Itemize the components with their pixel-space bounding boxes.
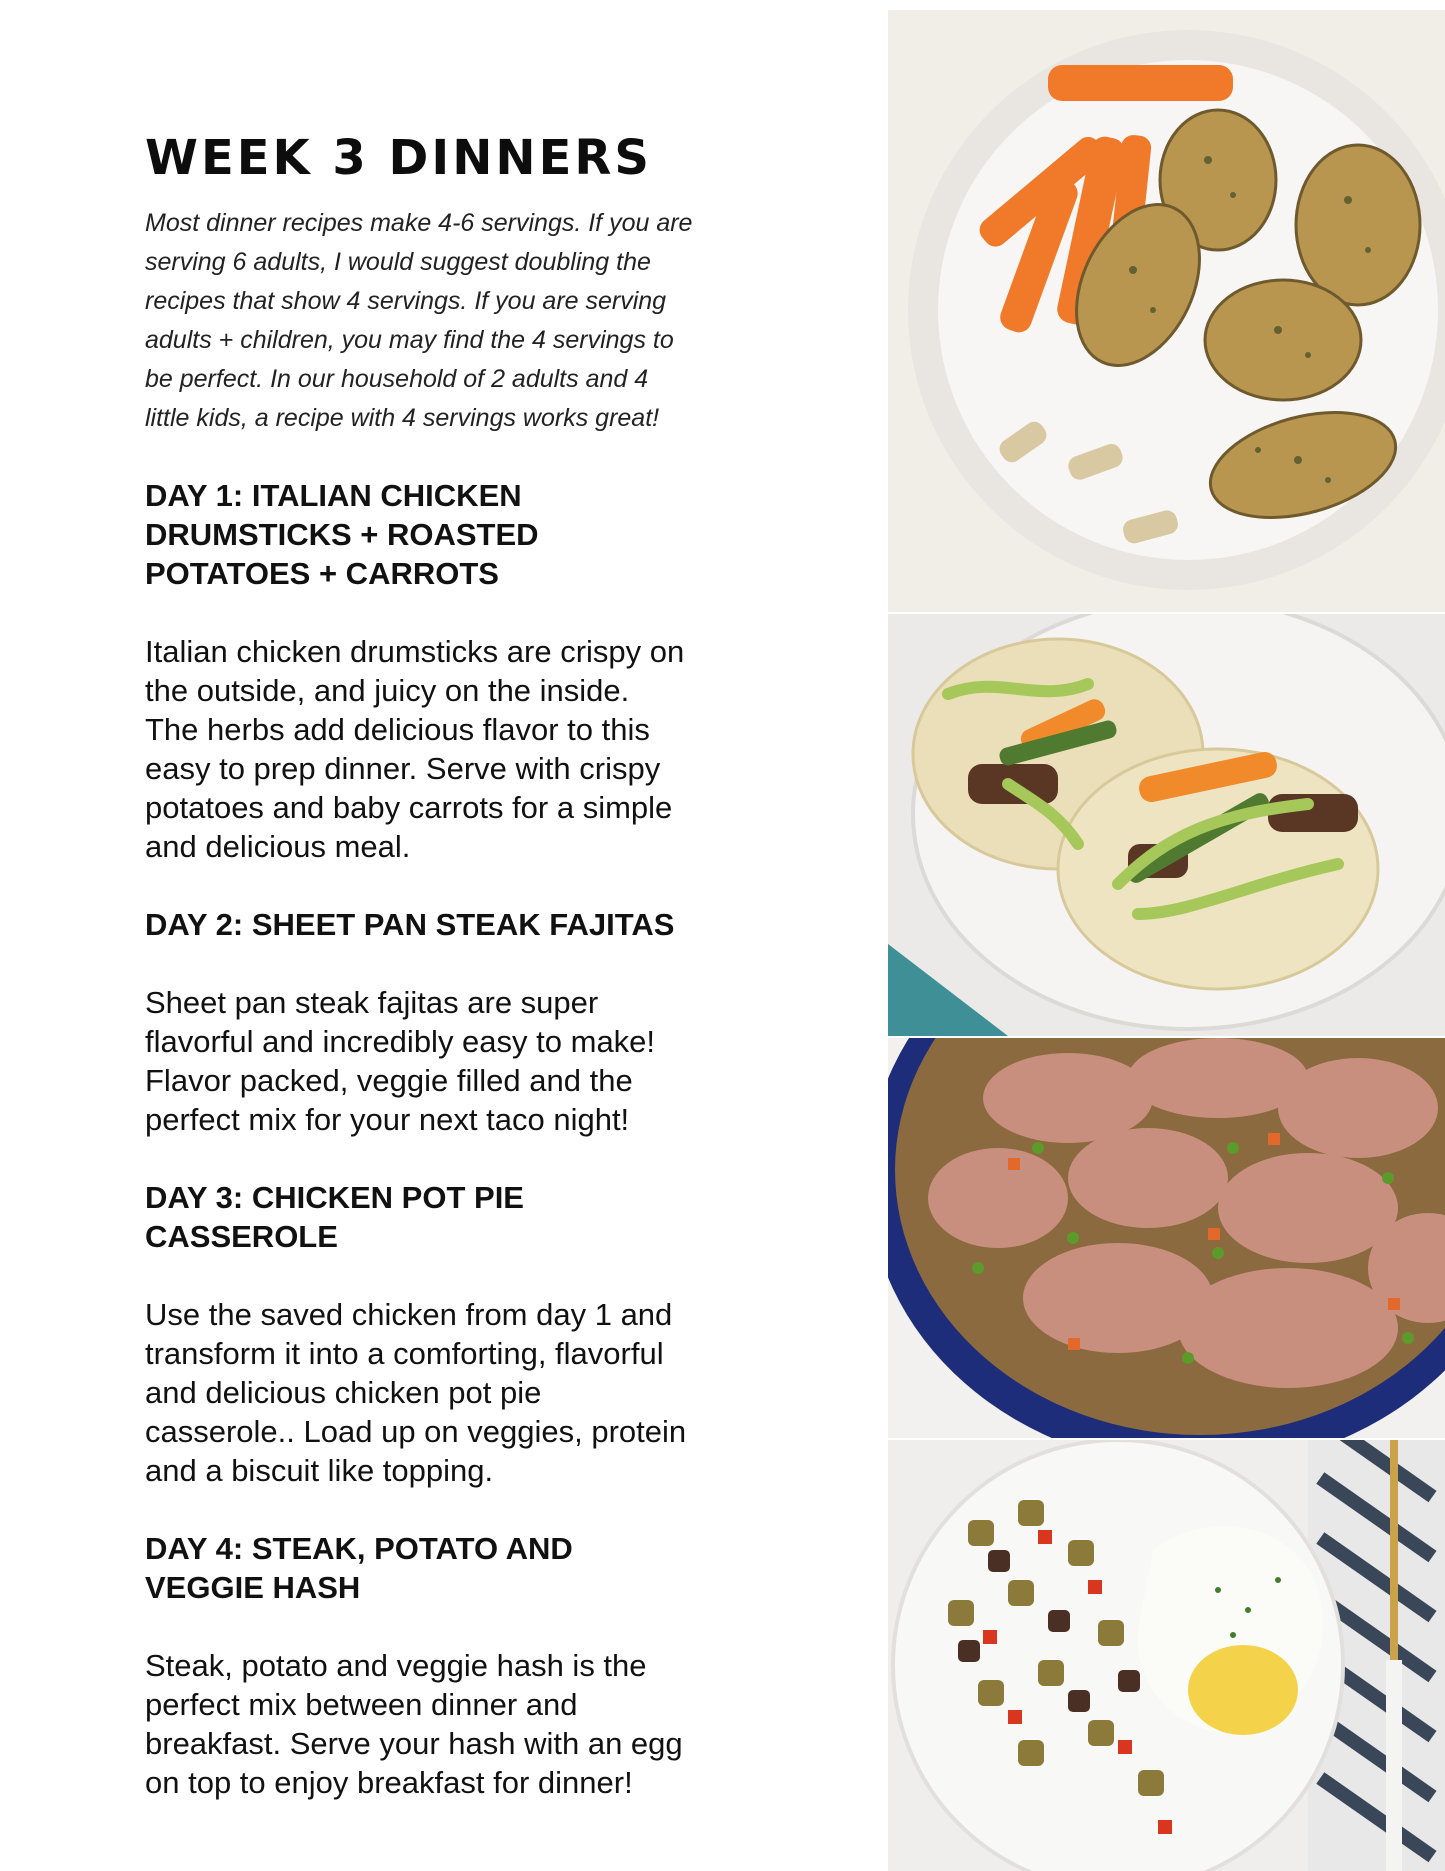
day-1-heading: DAY 1: ITALIAN CHICKEN DRUMSTICKS + ROASTED POTATOES + CARROTS xyxy=(145,478,539,591)
veggie-hash-photo xyxy=(888,1440,1445,1871)
day-1-description: Italian chicken drumsticks are crispy on the outside, and juicy on the inside. The herbs add delicious flavor to this easy to prep dinner. Serve with crispy potatoes and baby carrots for a simple and delicious meal. xyxy=(145,634,685,864)
day-4-heading: DAY 4: STEAK, POTATO AND VEGGIE HASH xyxy=(145,1531,573,1605)
steak-fajitas-photo xyxy=(888,614,1445,1036)
pot-pie-casserole-photo xyxy=(888,1038,1445,1438)
day-4-description: Steak, potato and veggie hash is the perfect mix between dinner and breakfast. Serve your hash with an egg on top to enjoy breakfast for dinner! xyxy=(145,1648,683,1800)
chicken-drumsticks-photo xyxy=(888,10,1445,612)
day-3-description: Use the saved chicken from day 1 and transform it into a comforting, flavorful and delicious chicken pot pie casserole.. Load up on veggies, protein and a biscuit like topping. xyxy=(145,1297,687,1488)
text-column xyxy=(145,130,725,1841)
day-2-heading: DAY 2: SHEET PAN STEAK FAJITAS xyxy=(145,907,675,942)
page-title: WEEK 3 DINNERS xyxy=(145,130,652,186)
day-3-heading: DAY 3: CHICKEN POT PIE CASSEROLE xyxy=(145,1180,524,1254)
intro-paragraph: Most dinner recipes make 4-6 servings. If you are serving 6 adults, I would suggest doubling the recipes that show 4 servings. If you are serving adults + children, you may find the 4 servings to be perfect. In our household of 2 adults and 4 little kids, a recipe with 4 servings works great! xyxy=(145,209,693,432)
day-2-description: Sheet pan steak fajitas are super flavorful and incredibly easy to make! Flavor packed, veggie filled and the perfect mix for your next taco night! xyxy=(145,985,656,1137)
